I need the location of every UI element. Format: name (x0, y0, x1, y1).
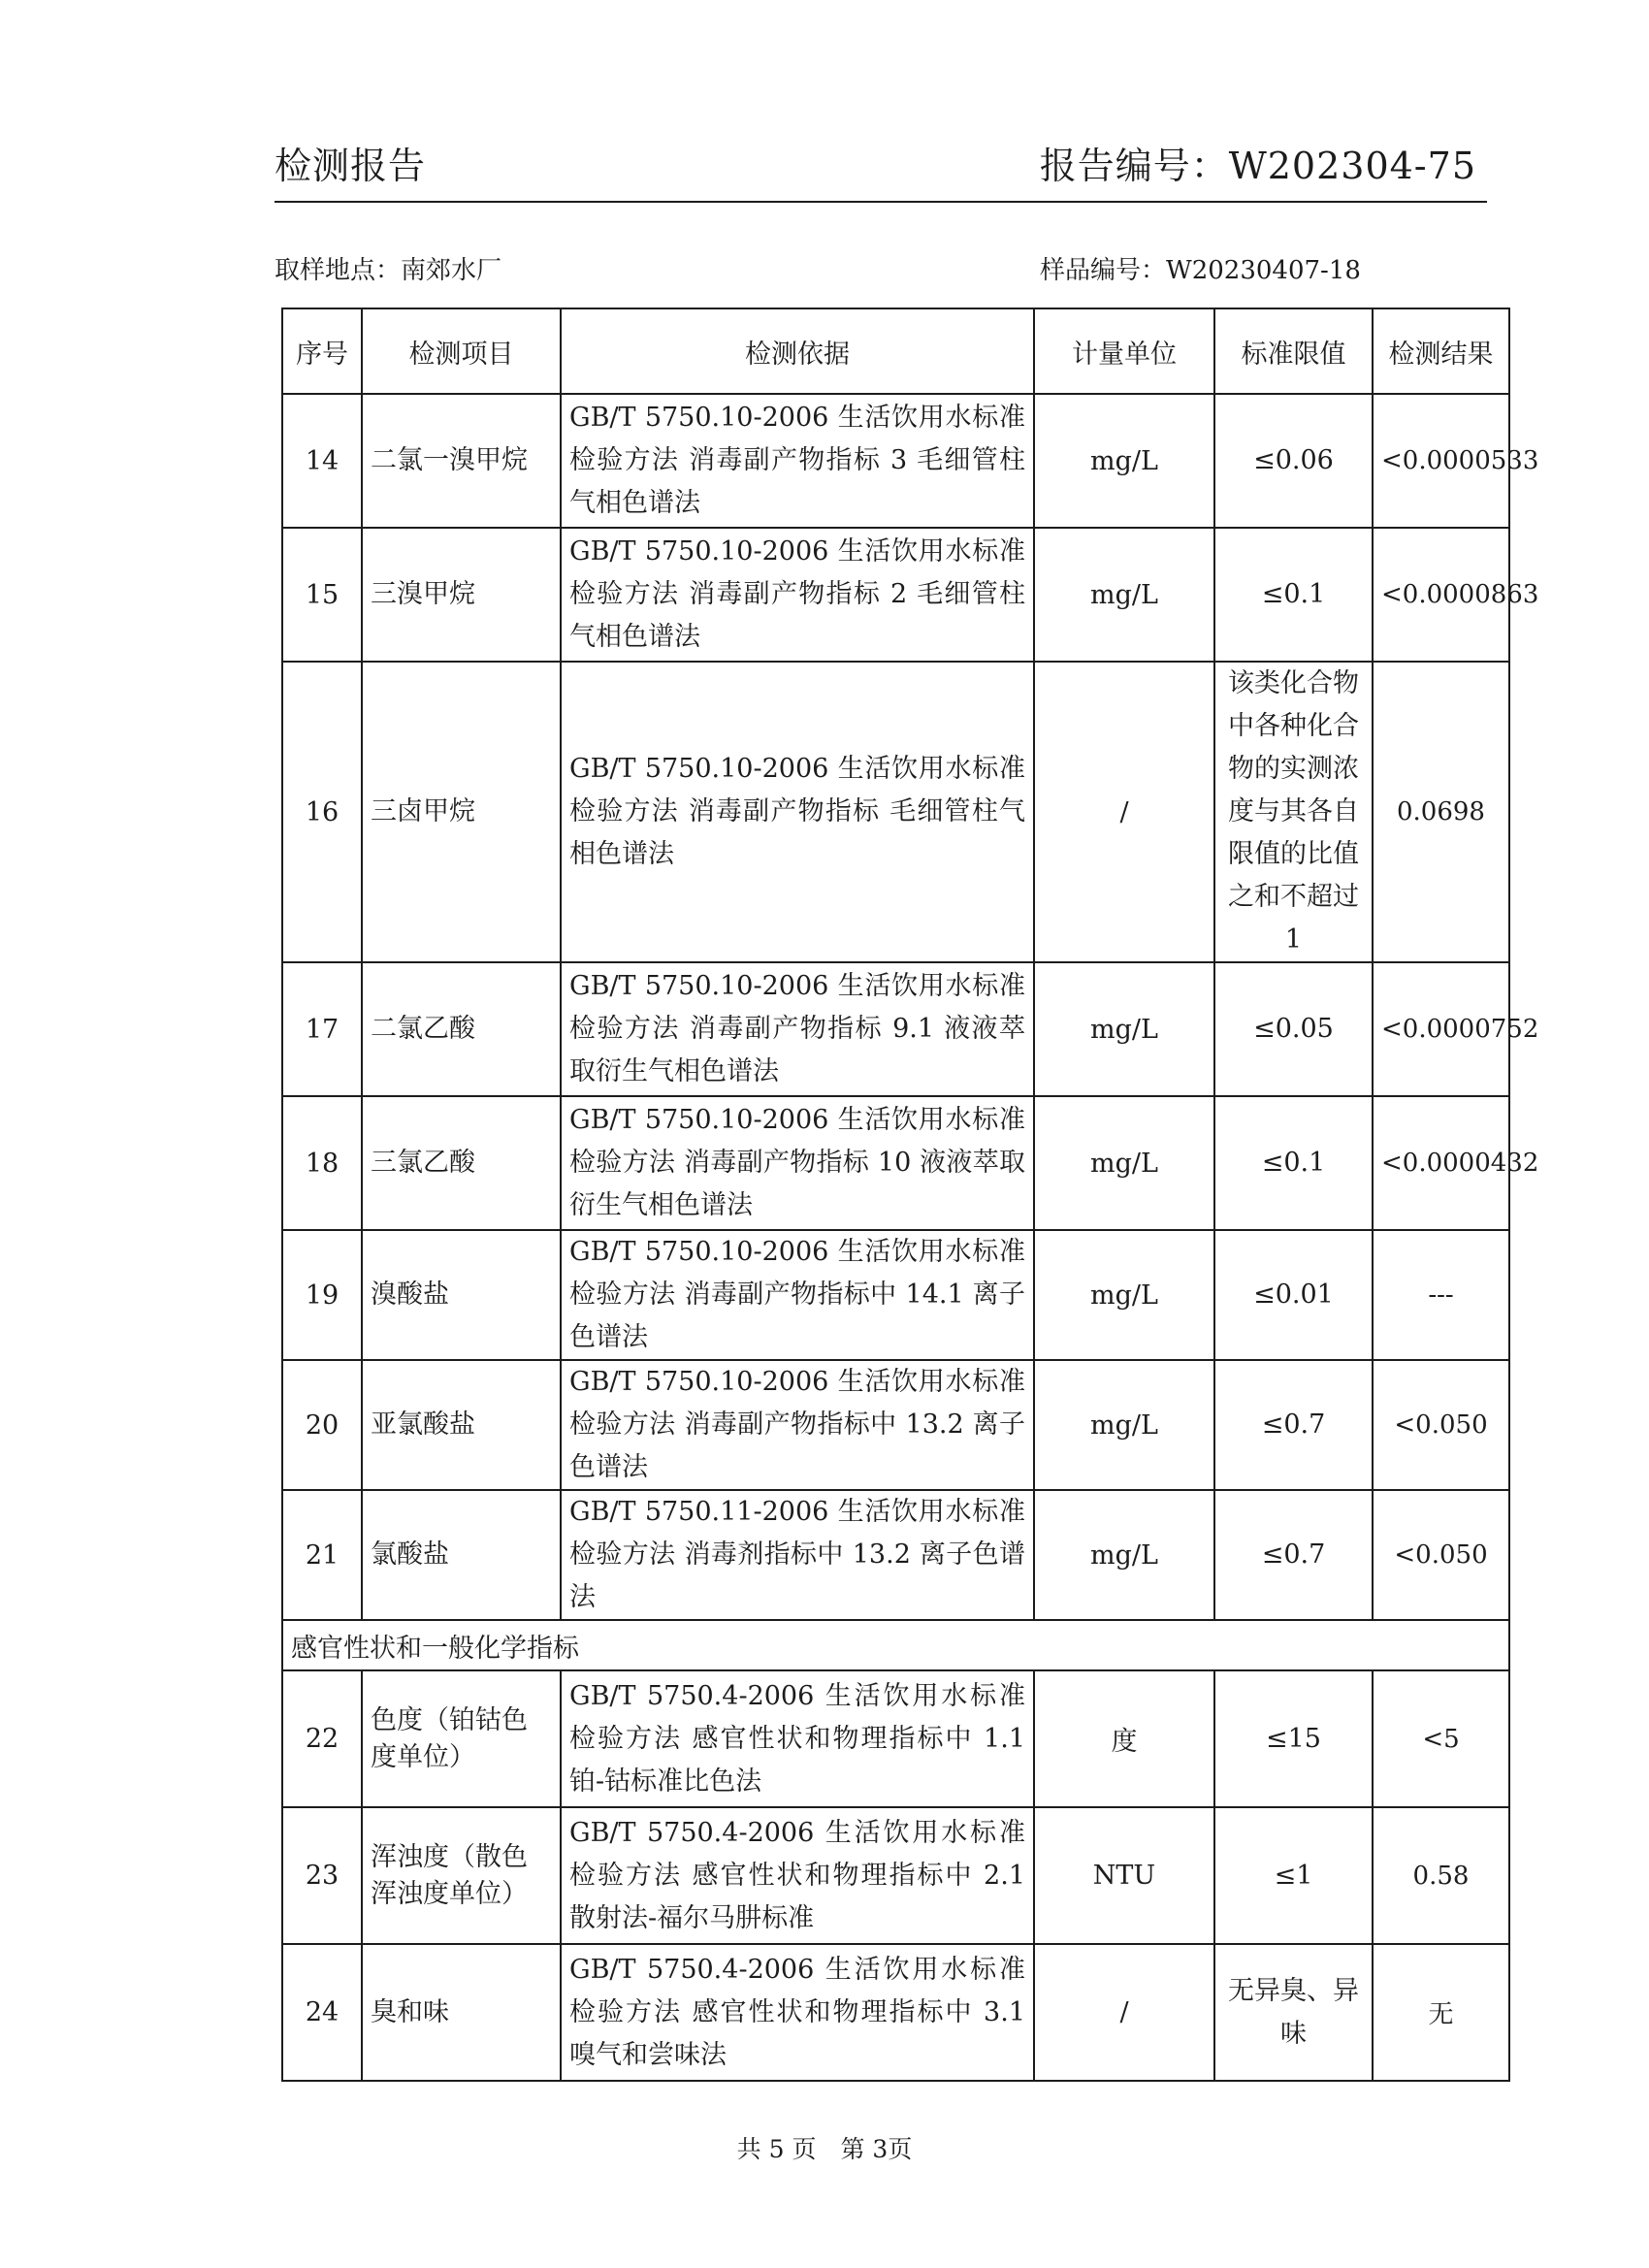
test-item: 色度（铂钴色度单位） (362, 1670, 561, 1807)
unit: 度 (1034, 1670, 1214, 1807)
standard-limit: ≤0.7 (1214, 1360, 1373, 1490)
row-number: 19 (282, 1230, 362, 1360)
standard-limit: ≤0.01 (1214, 1230, 1373, 1360)
table-row (282, 1944, 1509, 2081)
test-basis: GB/T 5750.10-2006 生活饮用水标准检验方法 消毒副产物指标 3 毛细管柱气相色谱法 (561, 394, 1034, 528)
section-label: 感官性状和一般化学指标 (282, 1620, 1509, 1670)
test-result: <0.0000533 (1373, 394, 1509, 528)
row-number: 16 (282, 662, 362, 962)
unit: mg/L (1034, 1230, 1214, 1360)
test-item: 二氯乙酸 (362, 962, 561, 1096)
table-row (282, 1670, 1509, 1807)
test-item: 氯酸盐 (362, 1490, 561, 1620)
standard-limit: ≤0.06 (1214, 394, 1373, 528)
column-header-item: 检测项目 (362, 308, 561, 394)
standard-limit: 无异臭、异味 (1214, 1944, 1373, 2081)
standard-limit: ≤0.05 (1214, 962, 1373, 1096)
table-row (282, 1360, 1509, 1490)
row-number: 17 (282, 962, 362, 1096)
test-result: <0.050 (1373, 1490, 1509, 1620)
row-number: 20 (282, 1360, 362, 1490)
row-number: 24 (282, 1944, 362, 2081)
column-header-limit: 标准限值 (1214, 308, 1373, 394)
header-divider (275, 201, 1487, 203)
test-basis: GB/T 5750.4-2006 生活饮用水标准检验方法 感官性状和物理指标中 1.1 铂-钴标准比色法 (561, 1670, 1034, 1807)
test-basis: GB/T 5750.10-2006 生活饮用水标准检验方法 消毒副产物指标中 14.1 离子色谱法 (561, 1230, 1034, 1360)
document-title: 检测报告 (275, 145, 427, 187)
unit: mg/L (1034, 1490, 1214, 1620)
standard-limit: 该类化合物中各种化合物的实测浓度与其各自限值的比值之和不超过1 (1214, 662, 1373, 962)
test-item: 臭和味 (362, 1944, 561, 2081)
unit: / (1034, 1944, 1214, 2081)
test-result: 无 (1373, 1944, 1509, 2081)
row-number: 23 (282, 1807, 362, 1944)
test-result: <0.050 (1373, 1360, 1509, 1490)
test-result: <0.0000432 (1373, 1096, 1509, 1230)
test-result: 0.0698 (1373, 662, 1509, 962)
unit: mg/L (1034, 394, 1214, 528)
standard-limit: ≤0.1 (1214, 1096, 1373, 1230)
test-result: <5 (1373, 1670, 1509, 1807)
test-results-table (281, 308, 1539, 2082)
column-header-result: 检测结果 (1373, 308, 1509, 394)
unit: mg/L (1034, 962, 1214, 1096)
test-result: <0.0000752 (1373, 962, 1509, 1096)
table-row (282, 394, 1509, 528)
test-item: 溴酸盐 (362, 1230, 561, 1360)
test-item: 亚氯酸盐 (362, 1360, 561, 1490)
table-row (282, 528, 1509, 662)
unit: mg/L (1034, 528, 1214, 662)
test-item: 三卤甲烷 (362, 662, 561, 962)
test-basis: GB/T 5750.10-2006 生活饮用水标准检验方法 消毒副产物指标 毛细管柱气相色谱法 (561, 662, 1034, 962)
test-basis: GB/T 5750.10-2006 生活饮用水标准检验方法 消毒副产物指标 9.1 液液萃取衍生气相色谱法 (561, 962, 1034, 1096)
test-item: 浑浊度（散色浑浊度单位） (362, 1807, 561, 1944)
test-basis: GB/T 5750.4-2006 生活饮用水标准检验方法 感官性状和物理指标中 3.1 嗅气和尝味法 (561, 1944, 1034, 2081)
standard-limit: ≤15 (1214, 1670, 1373, 1807)
test-basis: GB/T 5750.10-2006 生活饮用水标准检验方法 消毒副产物指标 10 液液萃取衍生气相色谱法 (561, 1096, 1034, 1230)
standard-limit: ≤1 (1214, 1807, 1373, 1944)
table-row (282, 662, 1509, 962)
row-number: 15 (282, 528, 362, 662)
table-row (282, 1807, 1509, 1944)
table-row (282, 1096, 1509, 1230)
test-item: 三溴甲烷 (362, 528, 561, 662)
column-header-basis: 检测依据 (561, 308, 1034, 394)
row-number: 14 (282, 394, 362, 528)
table-row (282, 1490, 1509, 1620)
row-number: 18 (282, 1096, 362, 1230)
test-result: 0.58 (1373, 1807, 1509, 1944)
row-number: 21 (282, 1490, 362, 1620)
section-row (282, 1620, 1509, 1670)
page-number: 共 5 页 第 3页 (736, 2135, 913, 2163)
column-header-unit: 计量单位 (1034, 308, 1214, 394)
row-number: 22 (282, 1670, 362, 1807)
test-basis: GB/T 5750.4-2006 生活饮用水标准检验方法 感官性状和物理指标中 2.1 散射法-福尔马肼标准 (561, 1807, 1034, 1944)
test-basis: GB/T 5750.11-2006 生活饮用水标准检验方法 消毒剂指标中 13.2 离子色谱法 (561, 1490, 1034, 1620)
standard-limit: ≤0.1 (1214, 528, 1373, 662)
table-row (282, 962, 1509, 1096)
unit: / (1034, 662, 1214, 962)
test-item: 二氯一溴甲烷 (362, 394, 561, 528)
unit: mg/L (1034, 1096, 1214, 1230)
test-item: 三氯乙酸 (362, 1096, 561, 1230)
test-result: <0.0000863 (1373, 528, 1509, 662)
standard-limit: ≤0.7 (1214, 1490, 1373, 1620)
table-row (282, 1230, 1509, 1360)
test-result: --- (1373, 1230, 1509, 1360)
test-basis: GB/T 5750.10-2006 生活饮用水标准检验方法 消毒副产物指标中 13.2 离子色谱法 (561, 1360, 1034, 1490)
sample-number: 样品编号：W20230407-18 (1040, 256, 1361, 285)
sample-site: 取样地点：南郊水厂 (275, 256, 502, 285)
table-header-row (282, 308, 1509, 394)
unit: NTU (1034, 1807, 1214, 1944)
unit: mg/L (1034, 1360, 1214, 1490)
report-number: 报告编号：W202304-75 (1039, 145, 1476, 187)
column-header-no: 序号 (282, 308, 362, 394)
test-basis: GB/T 5750.10-2006 生活饮用水标准检验方法 消毒副产物指标 2 毛细管柱气相色谱法 (561, 528, 1034, 662)
